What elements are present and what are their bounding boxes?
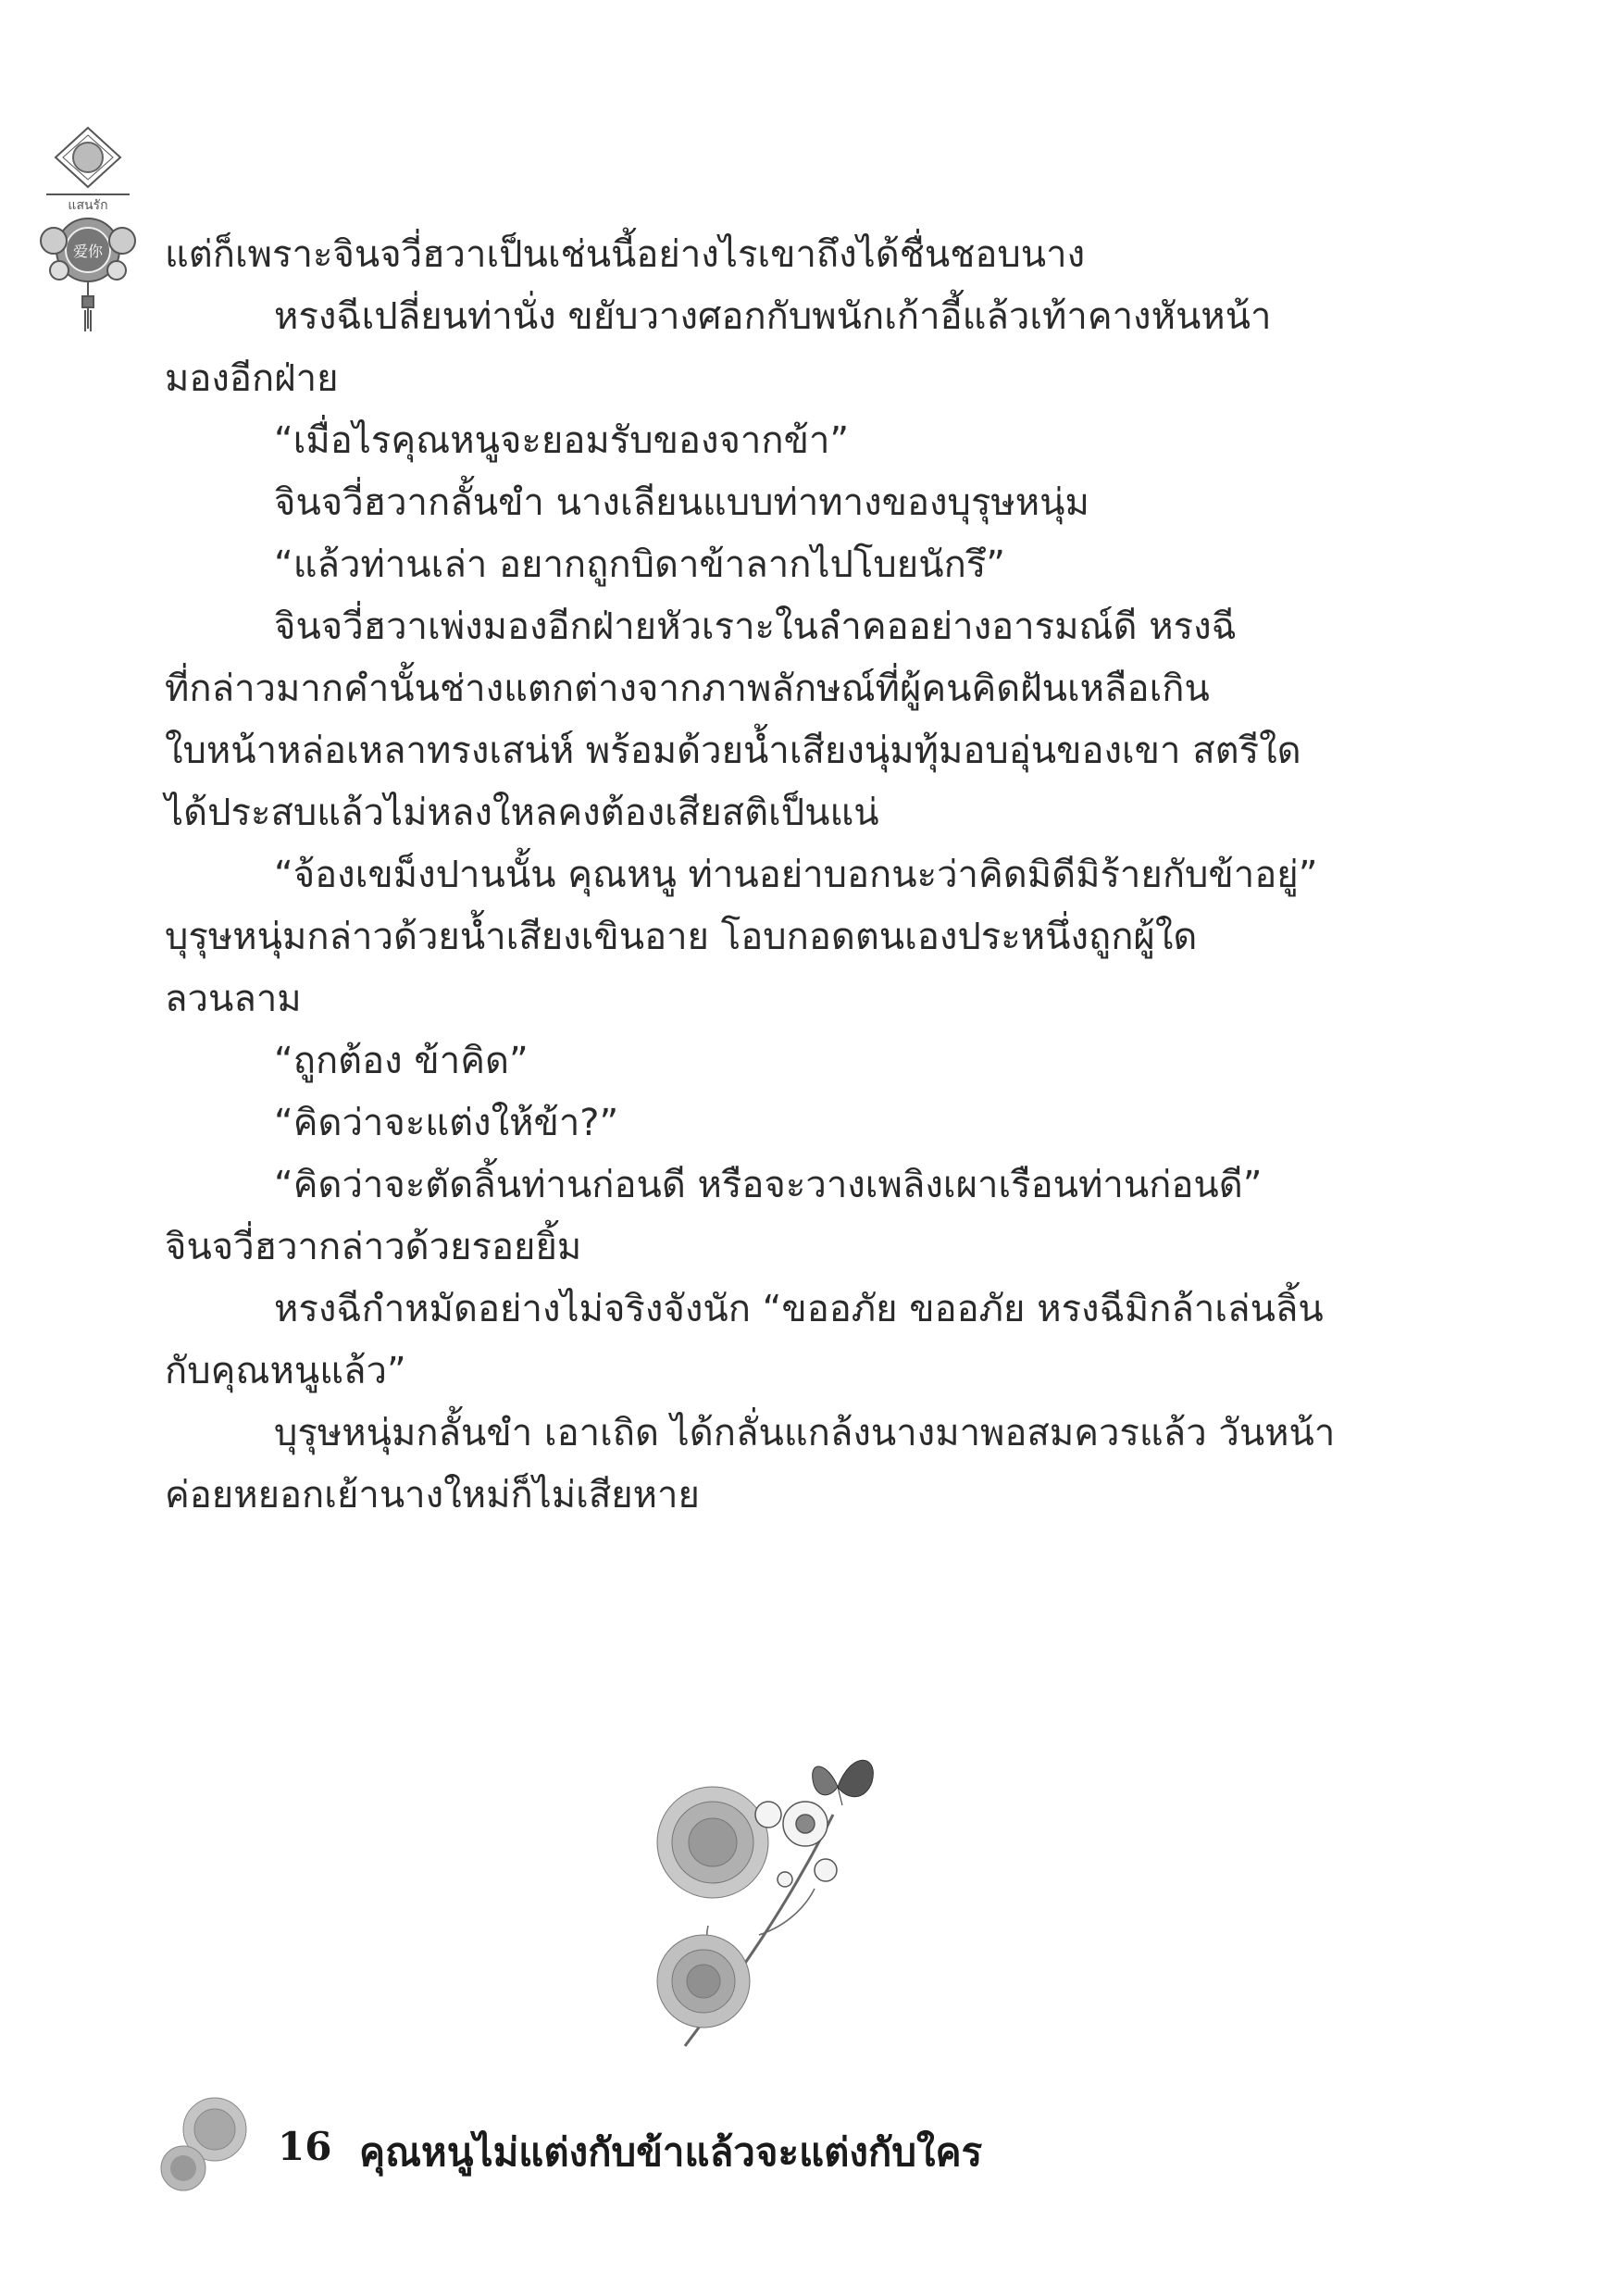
text-line: “เมื่อไรคุณหนูจะยอมรับของจากข้า” xyxy=(274,419,850,462)
text-line: บุรุษหนุ่มกล่าวด้วยน้ำเสียงเขินอาย โอบกอดตนเองประหนึ่งถูกผู้ใด xyxy=(165,916,1198,958)
book-title: คุณหนูไม่แต่งกับข้าแล้วจะแต่งกับใคร xyxy=(359,2129,983,2175)
text-line: ได้ประสบแล้วไม่หลงใหลคงต้องเสียสติเป็นแน่ xyxy=(165,792,879,834)
text-line: จินจวี่ฮวากล่าวด้วยรอยยิ้ม xyxy=(165,1226,582,1268)
text-line: ที่กล่าวมากคำนั้นช่างแตกต่างจากภาพลักษณ์ที่ผู้คนคิดฝันเหลือเกิน xyxy=(165,668,1210,710)
text-line: บุรุษหนุ่มกลั้นขำ เอาเถิด ได้กลั่นแกล้งนางมาพอสมควรแล้ว วันหน้า xyxy=(274,1412,1336,1454)
text-line: แต่ก็เพราะจินจวี่ฮวาเป็นเช่นนี้อย่างไรเขาถึงได้ชื่นชอบนาง xyxy=(165,233,1086,276)
text-line: “แล้วท่านเล่า อยากถูกบิดาข้าลากไปโบยนักรึ” xyxy=(274,543,1005,586)
text-line: ค่อยหยอกเย้านางใหม่ก็ไม่เสียหาย xyxy=(165,1474,700,1516)
page-number: 16 xyxy=(278,2124,332,2169)
text-line: “จ้องเขม็งปานนั้น คุณหนู ท่านอย่าบอกนะว่าคิดมิดีมิร้ายกับข้าอยู่” xyxy=(274,854,1318,896)
text-line: จินจวี่ฮวาเพ่งมองอีกฝ่ายหัวเราะในลำคออย่างอารมณ์ดี หรงฉี xyxy=(274,605,1237,648)
corner-ornament-icon xyxy=(28,120,148,343)
body-text xyxy=(165,224,1368,1527)
text-line: หรงฉีเปลี่ยนท่านั่ง ขยับวางศอกกับพนักเก้าอี้แล้วเท้าคางหันหน้า xyxy=(274,295,1272,338)
ornament-seal: 爱你 xyxy=(72,243,104,260)
flower-ornament-icon xyxy=(629,1750,889,2055)
text-line: จินจวี่ฮวากลั้นขำ นางเลียนแบบท่าทางของบุรุษหนุ่ม xyxy=(274,481,1089,524)
footer-flower-icon xyxy=(157,2092,259,2194)
ornament-label: แสนรัก xyxy=(68,198,108,213)
text-line: “คิดว่าจะตัดลิ้นท่านก่อนดี หรือจะวางเพลิงเผาเรือนท่านก่อนดี” xyxy=(274,1164,1263,1206)
text-line: มองอีกฝ่าย xyxy=(165,357,339,400)
text-line: ลวนลาม xyxy=(165,978,302,1020)
page-footer xyxy=(157,2092,1268,2194)
text-line: หรงฉีกำหมัดอย่างไม่จริงจังนัก “ขออภัย ขออภัย หรงฉีมิกล้าเล่นลิ้น xyxy=(274,1288,1324,1330)
text-line: ใบหน้าหล่อเหลาทรงเสน่ห์ พร้อมด้วยน้ำเสียงนุ่มทุ้มอบอุ่นของเขา สตรีใด xyxy=(165,730,1301,772)
text-line: “คิดว่าจะแต่งให้ข้า?” xyxy=(274,1102,619,1144)
text-line: “ถูกต้อง ข้าคิด” xyxy=(274,1040,529,1082)
text-line: กับคุณหนูแล้ว” xyxy=(165,1350,406,1392)
